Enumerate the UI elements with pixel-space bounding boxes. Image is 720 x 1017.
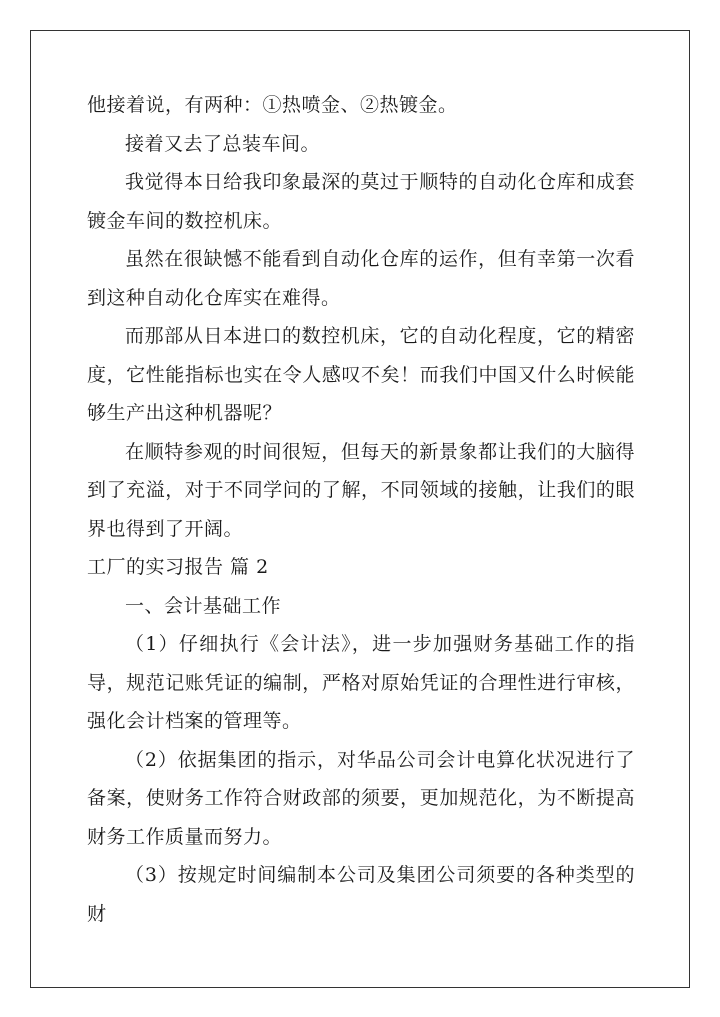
section-paragraph: （2）依据集团的指示，对华品公司会计电算化状况进行了备案，使财务工作符合财政部的须要，更加规范化，为不断提高财务工作质量而努力。	[87, 748, 635, 848]
paragraph: 我觉得本日给我印象最深的莫过于顺特的自动化仓库和成套镀金车间的数控机床。	[87, 171, 635, 232]
section-paragraph: （3）按规定时间编制本公司及集团公司须要的各种类型的财	[87, 864, 635, 925]
paragraph: 虽然在很缺憾不能看到自动化仓库的运作，但有幸第一次看到这种自动化仓库实在难得。	[87, 248, 635, 309]
section-paragraph: （1）仔细执行《会计法》，进一步加强财务基础工作的指导，规范记账凭证的编制，严格对原始凭证的合理性进行审核，强化会计档案的管理等。	[87, 633, 635, 732]
section-heading: 工厂的实习报告 篇 2	[87, 556, 269, 578]
subheading: 一、会计基础工作	[125, 594, 282, 617]
paragraph: 他接着说，有两种：①热喷金、②热镀金。	[87, 94, 458, 116]
document-body	[87, 86, 635, 933]
paragraph: 而那部从日本进口的数控机床，它的自动化程度，它的精密度，它性能指标也实在令人感叹不矣！而我们中国又什么时候能够生产出这种机器呢？	[87, 325, 635, 424]
paragraph: 在顺特参观的时间很短，但每天的新景象都让我们的大脑得到了充溢，对于不同学问的了解，不同领域的接触，让我们的眼界也得到了开阔。	[87, 440, 635, 540]
paragraph: 接着又去了总装车间。	[125, 132, 321, 155]
